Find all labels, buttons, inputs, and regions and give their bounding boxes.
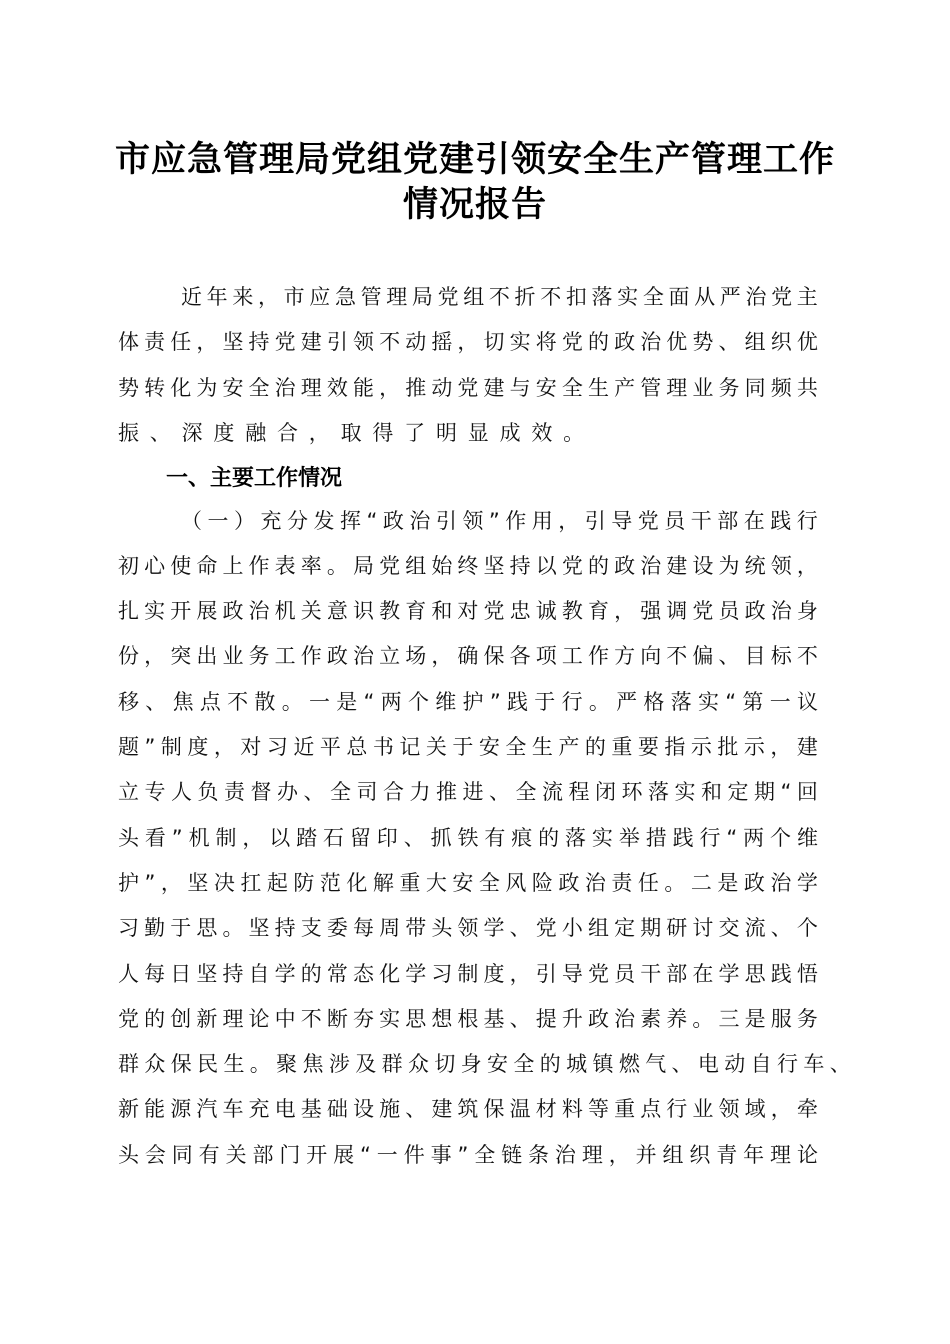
intro-paragraph-line: 势 转 化 为 安 全 治 理 效 能 ， 推 动 党 建 与 安 全 生 产 管 理 业 务 同 频 共: [118, 375, 818, 400]
section1-paragraph-line: 移 、 焦 点 不 散 。 一 是 “ 两 个 维 护 ” 践 于 行 。 严 格 落 实 “ 第 一 议: [118, 689, 818, 714]
section1-paragraph-line: 护 ” ， 坚 决 扛 起 防 范 化 解 重 大 安 全 风 险 政 治 责 任 。 二 是 政 治 学: [118, 870, 818, 895]
document-title-line-2: 情况报告: [402, 184, 547, 225]
section1-paragraph-line: （ 一 ） 充 分 发 挥 “ 政 治 引 领 ” 作 用 ， 引 导 党 员 干 部 在 践 行: [181, 508, 818, 533]
section1-paragraph-line: 群 众 保 民 生 。 聚 焦 涉 及 群 众 切 身 安 全 的 城 镇 燃 气 、 电 动 自 行 车 、: [118, 1052, 851, 1077]
section1-paragraph-line: 份 ， 突 出 业 务 工 作 政 治 立 场 ， 确 保 各 项 工 作 方 向 不 偏 、 目 标 不: [118, 644, 818, 669]
section1-paragraph-line: 题 ” 制 度 ， 对 习 近 平 总 书 记 关 于 安 全 生 产 的 重 要 指 示 批 示 ， 建: [118, 735, 818, 759]
section-heading: 一、主要工作情况: [166, 466, 343, 492]
section1-paragraph-line: 头 会 同 有 关 部 门 开 展 “ 一 件 事 ” 全 链 条 治 理 ， 并 组 织 青 年 理 论: [118, 1142, 818, 1167]
section1-paragraph-line: 扎 实 开 展 政 治 机 关 意 识 教 育 和 对 党 忠 诚 教 育 ， 强 调 党 员 政 治 身: [118, 599, 818, 624]
section1-paragraph-line: 初 心 使 命 上 作 表 率 。 局 党 组 始 终 坚 持 以 党 的 政 治 建 设 为 统 领 ，: [118, 553, 818, 578]
section1-paragraph-line: 人 每 日 坚 持 自 学 的 常 态 化 学 习 制 度 ， 引 导 党 员 干 部 在 学 思 践 悟: [118, 961, 818, 986]
intro-paragraph-line: 近 年 来 ， 市 应 急 管 理 局 党 组 不 折 不 扣 落 实 全 面 从 严 治 党 主: [181, 285, 818, 309]
section1-paragraph-line: 立 专 人 负 责 督 办 、 全 司 合 力 推 进 、 全 流 程 闭 环 落 实 和 定 期 “ 回: [118, 780, 818, 805]
section1-paragraph-line: 头 看 ” 机 制 ， 以 踏 石 留 印 、 抓 铁 有 痕 的 落 实 举 措 践 行 “ 两 个 维: [118, 825, 818, 850]
intro-paragraph-line: 振 、 深 度 融 合 ， 取 得 了 明 显 成 效 。: [118, 420, 585, 445]
section1-paragraph-line: 党 的 创 新 理 论 中 不 断 夯 实 思 想 根 基 、 提 升 政 治 素 养 。 三 是 服 务: [118, 1006, 818, 1031]
intro-paragraph-line: 体 责 任 ， 坚 持 党 建 引 领 不 动 摇 ， 切 实 将 党 的 政 治 优 势 、 组 织 优: [118, 330, 818, 355]
section1-paragraph-line: 新 能 源 汽 车 充 电 基 础 设 施 、 建 筑 保 温 材 料 等 重 点 行 业 领 域 ， 牵: [118, 1097, 818, 1122]
document-title-line-1: 市应急管理局党组党建引领安全生产管理工作: [114, 139, 835, 180]
section1-paragraph-line: 习 勤 于 思 。 坚 持 支 委 每 周 带 头 领 学 、 党 小 组 定 期 研 讨 交 流 、 个: [118, 916, 818, 941]
